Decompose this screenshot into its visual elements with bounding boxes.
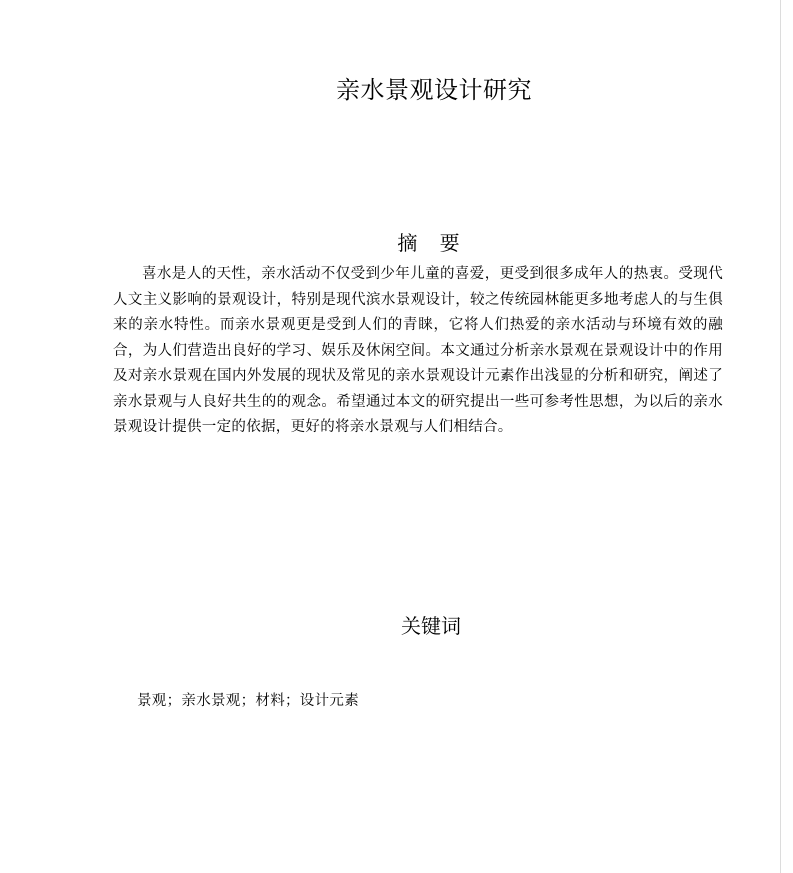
- keywords-heading: 关键词: [401, 614, 461, 638]
- abstract-heading: 摘 要: [397, 231, 468, 255]
- keywords-body: 景观；亲水景观；材料；设计元素: [137, 693, 359, 709]
- page-edge-divider: [780, 0, 781, 873]
- document-title: 亲水景观设计研究: [336, 76, 532, 104]
- abstract-body: 喜水是人的天性，亲水活动不仅受到少年儿童的喜爱，更受到很多成年人的热衷。受现代人文主义影响的景观设计，特别是现代滨水景观设计，较之传统园林能更多地考虑人的与生俱来的亲水特性。而亲水景观更是受到人们的青睐，它将人们热爱的亲水活动与环境有效的融合，为人们营造出良好的学习、娱乐及休闲空间。本文通过分析亲水景观在景观设计中的作用及对亲水景观在国内外发展的现状及常见的亲水景观设计元素作出浅显的分析和研究，阐述了亲水景观与人良好共生的的观念。希望通过本文的研究提出一些可参考性思想，为以后的亲水景观设计提供一定的依据，更好的将亲水景观与人们相结合。: [113, 266, 723, 435]
